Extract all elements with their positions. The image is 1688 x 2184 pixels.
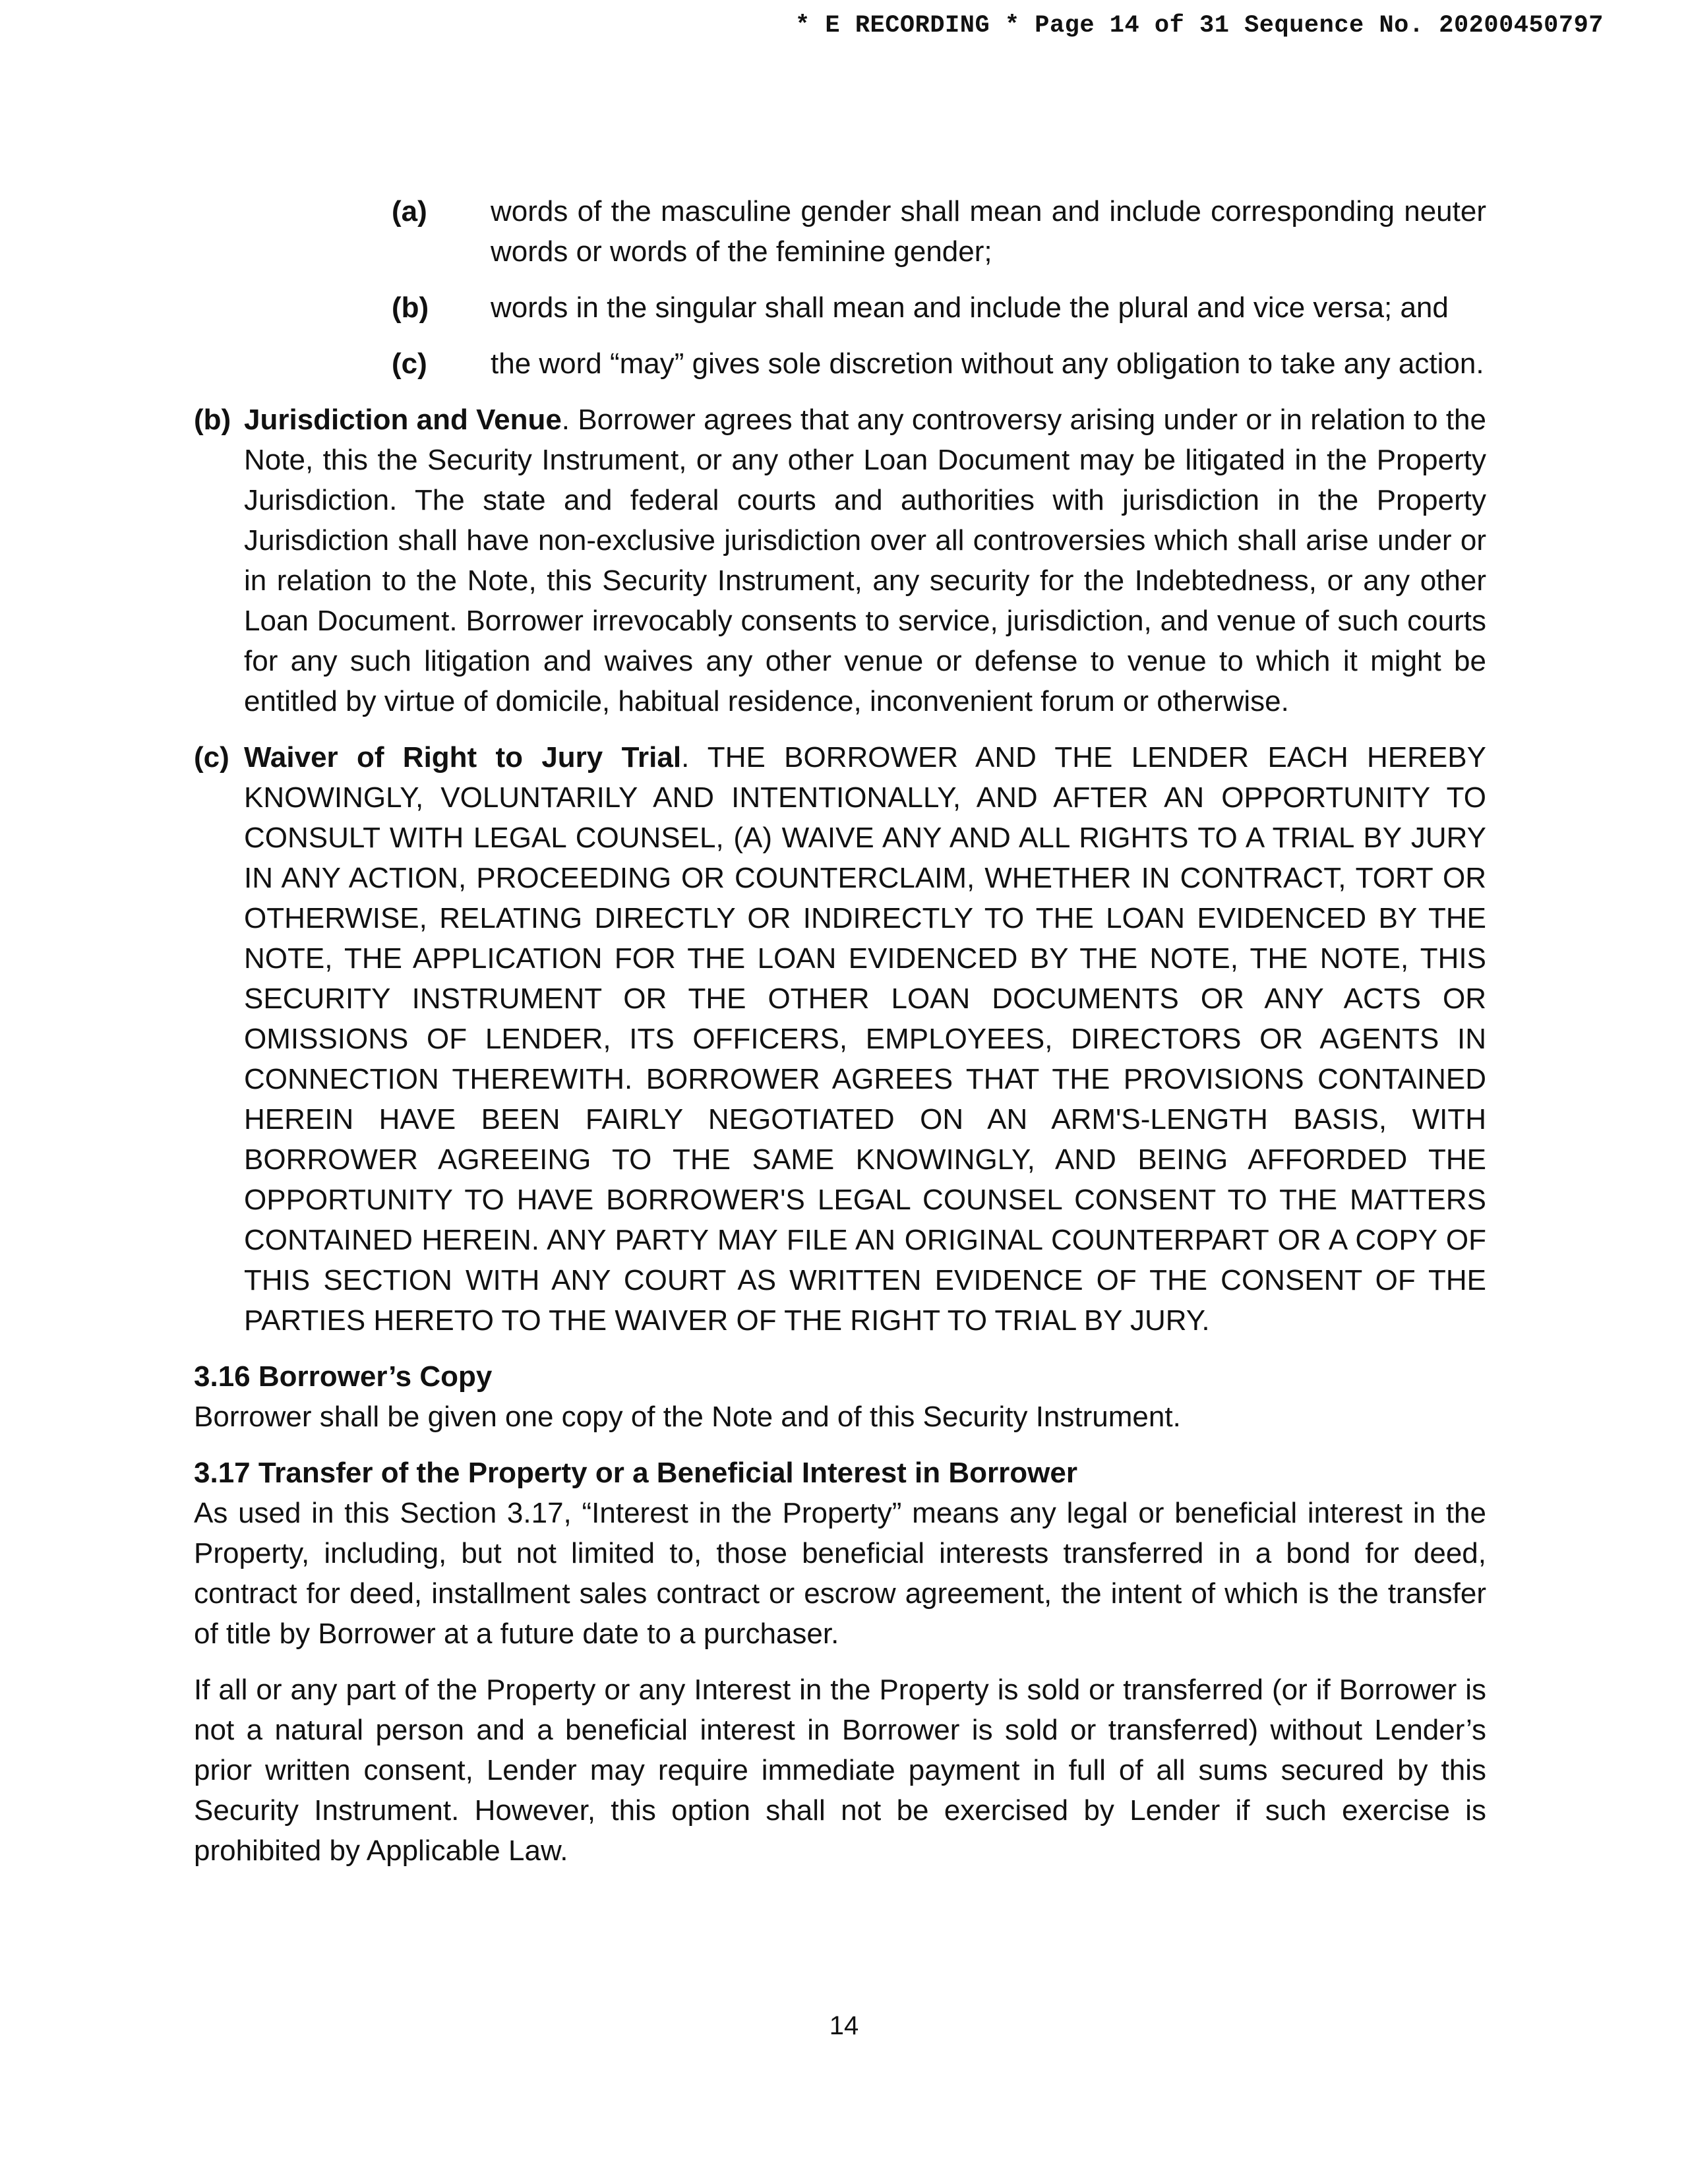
page-number: 14 [829,2011,859,2040]
section-316-heading: 3.16 Borrower’s Copy [194,1360,493,1393]
definition-text: words of the masculine gender shall mean and include corresponding neuter words or words of the feminine gender; [491,195,1486,268]
section-317-paragraph-2: If all or any part of the Property or any Interest in the Property is sold or transferred (or if Borrower is not a natural person and a beneficial interest in Borrower is sold or transferred) without Lender’s prior written consent, Lender may require immediate payment in full of all sums secured by this Security Instrument. However, this option shall not be exercised by Lender if such exercise is prohibited by Applicable Law. [194,1674,1486,1867]
definition-item-a [392,191,1486,272]
section-317-heading: 3.17 Transfer of the Property or a Beneficial Interest in Borrower [194,1457,1077,1489]
paragraph-label: (b) [194,404,231,436]
section-317-paragraph-1: As used in this Section 3.17, “Interest in the Property” means any legal or beneficial interest in the Property, including, but not limited to, those beneficial interests transferred in a bond for deed, contract for deed, installment sales contract or escrow agreement, the intent of which is the transfer of title by Borrower at a future date to a purchaser. [194,1497,1486,1650]
definition-item-c [392,344,1486,384]
definition-label: (c) [392,348,427,380]
paragraph-text: . THE BORROWER AND THE LENDER EACH HEREBY KNOWINGLY, VOLUNTARILY AND INTENTIONALLY, AND AFTER AN OPPORTUNITY TO CONSULT WITH LEGAL COUNSEL, (A) WAIVE ANY AND ALL RIGHTS TO A TRIAL BY JURY IN ANY ACTION, PROCEEDING OR COUNTERCLAIM, WHETHER IN CONTRACT, TORT OR OTHERWISE, RELATING DIRECTLY OR INDIRECTLY TO THE LOAN EVIDENCED BY THE NOTE, THE APPLICATION FOR THE LOAN EVIDENCED BY THE NOTE, THE NOTE, THIS SECURITY INSTRUMENT OR THE OTHER LOAN DOCUMENTS OR ANY ACTS OR OMISSIONS OF LENDER, ITS OFFICERS, EMPLOYEES, DIRECTORS OR AGENTS IN CONNECTION THEREWITH. BORROWER AGREES THAT THE PROVISIONS CONTAINED HEREIN HAVE BEEN FAIRLY NEGOTIATED ON AN ARM'S-LENGTH BASIS, WITH BORROWER AGREEING TO THE SAME KNOWINGLY, AND BEING AFFORDED THE OPPORTUNITY TO HAVE BORROWER'S LEGAL COUNSEL CONSENT TO THE MATTERS CONTAINED HEREIN. ANY PARTY MAY FILE AN ORIGINAL COUNTERPART OR A COPY OF THIS SECTION WITH ANY COURT AS WRITTEN EVIDENCE OF THE CONSENT OF THE PARTIES HERETO TO THE WAIVER OF THE RIGHT TO TRIAL BY JURY. [244,741,1486,1337]
document-body [194,191,1486,1887]
paragraph-body [244,737,1486,1341]
jury-waiver-paragraph [194,737,1486,1341]
paragraph-body [244,400,1486,721]
definition-label: (b) [392,291,429,324]
jurisdiction-paragraph [194,400,1486,721]
definition-text: words in the singular shall mean and include the plural and vice versa; and [491,291,1449,324]
definition-item-b [392,288,1486,328]
paragraph-label: (c) [194,741,229,774]
section-316-text: Borrower shall be given one copy of the Note and of this Security Instrument. [194,1401,1181,1433]
paragraph-text: . Borrower agrees that any controversy arising under or in relation to the Note, this the Security Instrument, or any other Loan Document may be litigated in the Property Jurisdiction. The state and federal courts and authorities with jurisdiction in the Property Jurisdiction shall have non-exclusive jurisdiction over all controversies which shall arise under or in relation to the Note, this Security Instrument, any security for the Indebtedness, or any other Loan Document. Borrower irrevocably consents to service, jurisdiction, and venue of such courts for any such litigation and waives any other venue or defense to venue to which it might be entitled by virtue of domicile, habitual residence, inconvenient forum or otherwise. [244,404,1486,717]
definition-label: (a) [392,195,427,228]
recording-header: * E RECORDING * Page 14 of 31 Sequence No. 20200450797 [795,12,1604,40]
definition-text: the word “may” gives sole discretion without any obligation to take any action. [491,348,1484,380]
paragraph-title: Waiver of Right to Jury Trial [244,741,682,774]
paragraph-title: Jurisdiction and Venue [244,404,562,436]
